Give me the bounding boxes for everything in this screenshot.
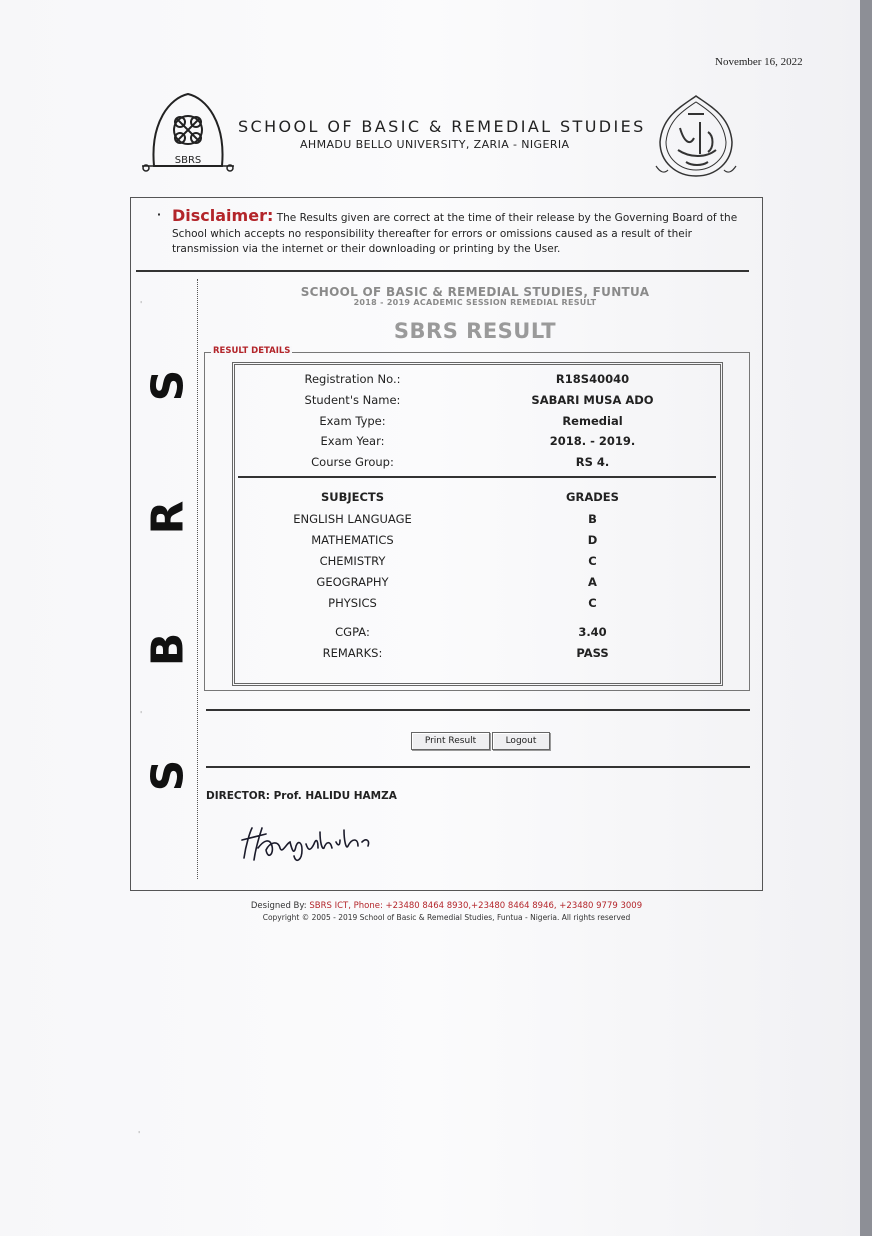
registration-number: R18S40040	[555, 372, 630, 386]
dotted-separator	[197, 279, 198, 879]
divider	[238, 476, 716, 478]
divider	[206, 766, 750, 768]
session-subtitle: 2018 - 2019 ACADEMIC SESSION REMEDIAL RESULT	[353, 298, 597, 307]
director-signature	[236, 820, 396, 866]
designed-by	[130, 901, 763, 911]
university-name: AHMADU BELLO UNIVERSITY, ZARIA - NIGERIA	[300, 138, 570, 151]
designed-by-prefix: Designed By:	[250, 901, 307, 911]
side-letter-s-top: S	[142, 369, 194, 402]
director-name: DIRECTOR: Prof. HALIDU HAMZA	[206, 790, 397, 802]
subjects-header: SUBJECTS	[320, 490, 385, 504]
detail-label: Registration No.:	[304, 372, 401, 386]
student-name: SABARI MUSA ADO	[531, 393, 654, 407]
exam-year: 2018. - 2019.	[549, 434, 636, 448]
result-details-legend: RESULT DETAILS	[213, 346, 291, 356]
subject-grade: B	[588, 512, 597, 526]
detail-label: Student's Name:	[304, 393, 401, 407]
remarks-label: REMARKS:	[322, 646, 383, 660]
disclaimer-heading: Disclaimer:	[172, 206, 274, 225]
detail-label: Course Group:	[311, 455, 394, 469]
logout-button[interactable]: Logout	[492, 732, 550, 750]
grades-header: GRADES	[566, 490, 619, 504]
detail-label: Exam Year:	[320, 434, 385, 448]
subject-name: MATHEMATICS	[311, 533, 394, 547]
side-letter-b: B	[142, 632, 194, 667]
course-group: RS 4.	[575, 455, 610, 469]
sbrs-logo-text: SBRS	[174, 155, 202, 166]
subject-name: ENGLISH LANGUAGE	[293, 512, 412, 526]
subject-grade: C	[588, 596, 597, 610]
subject-name: CHEMISTRY	[319, 554, 386, 568]
detail-label: Exam Type:	[319, 414, 386, 428]
disclaimer	[158, 204, 748, 258]
subject-name: GEOGRAPHY	[316, 575, 389, 589]
exam-type: Remedial	[562, 414, 623, 428]
cgpa-value: 3.40	[578, 625, 607, 639]
subject-grade: D	[587, 533, 598, 547]
session-title: SCHOOL OF BASIC & REMEDIAL STUDIES, FUNTUA	[300, 285, 650, 299]
divider	[206, 709, 750, 711]
result-heading: SBRS RESULT	[393, 319, 557, 343]
designed-by-contact: SBRS ICT, Phone: +23480 8464 8930,+23480 8464 8946, +23480 9779 3009	[309, 901, 643, 911]
subject-grade: C	[588, 554, 597, 568]
speck: '	[138, 1130, 141, 1139]
disclaimer-text: The Results given are correct at the time of their release by the Governing Board of the School which accepts no responsibility thereafter for errors or omissions caused as a result of their transmission via the internet or their downloading or printing by the User.	[172, 212, 738, 256]
abu-crest-logo	[650, 92, 742, 180]
page-edge	[860, 0, 872, 1236]
print-result-button[interactable]: Print Result	[411, 732, 490, 750]
copyright: Copyright © 2005 - 2019 School of Basic & Remedial Studies, Funtua - Nigeria. All rights reserved	[262, 913, 631, 922]
speck: '	[140, 710, 143, 719]
subject-name: PHYSICS	[328, 596, 377, 610]
subject-grade: A	[588, 575, 597, 589]
print-date: November 16, 2022	[715, 56, 803, 68]
side-letter-s-bottom: S	[142, 759, 194, 792]
sbrs-logo	[140, 92, 236, 178]
school-name: SCHOOL OF BASIC & REMEDIAL STUDIES	[238, 117, 646, 136]
bullet-icon: ·	[157, 209, 161, 221]
remarks-value: PASS	[576, 646, 609, 660]
divider	[136, 270, 749, 272]
side-letter-r: R	[142, 500, 194, 535]
speck: '	[140, 300, 143, 309]
cgpa-label: CGPA:	[335, 625, 370, 639]
